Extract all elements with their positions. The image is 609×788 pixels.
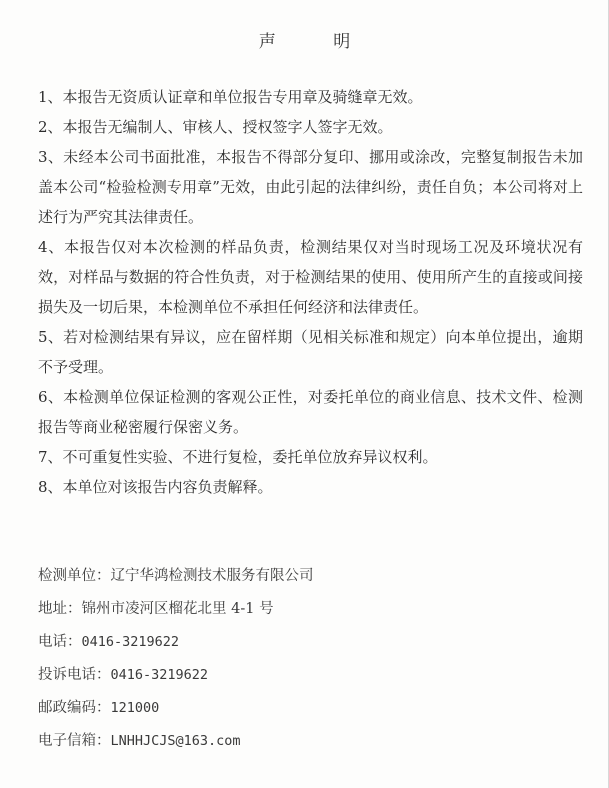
unit-value: 辽宁华鸿检测技术服务有限公司 xyxy=(110,568,314,584)
phone-value: 0416-3219622 xyxy=(81,634,180,650)
page-title: 声 明 xyxy=(258,32,377,52)
phone-label: 电话： xyxy=(38,634,82,650)
contact-phone xyxy=(38,626,578,659)
clause-5: 5、若对检测结果有异议，应在留样期（见相关标准和规定）向本单位提出，逾期不予受理。 xyxy=(38,328,583,376)
email-value: LNHHJCJS@163.com xyxy=(110,733,241,749)
clause-1: 1、本报告无资质认证章和单位报告专用章及骑缝章无效。 xyxy=(38,88,423,106)
email-label: 电子信箱： xyxy=(38,733,111,749)
address-label: 地址： xyxy=(38,601,82,617)
statement-clauses xyxy=(38,82,583,502)
address-value: 锦州市凌河区榴花北里 4-1 号 xyxy=(81,601,274,617)
contact-info xyxy=(38,560,578,758)
clause-4: 4、本报告仅对本次检测的样品负责，检测结果仅对当时现场工况及环境状况有效，对样品与数据的符合性负责，对于检测结果的使用、使用所产生的直接或间接损失及一切后果，本检测单位不承担任何经济和法律责任。 xyxy=(38,238,583,316)
contact-email xyxy=(38,725,578,758)
complaint-label: 投诉电话： xyxy=(38,667,111,683)
clause-2: 2、本报告无编制人、审核人、授权签字人签字无效。 xyxy=(38,118,393,136)
contact-unit xyxy=(38,560,578,593)
clause-6: 6、本检测单位保证检测的客观公正性，对委托单位的商业信息、技术文件、检测报告等商业秘密履行保密义务。 xyxy=(38,388,583,436)
contact-complaint xyxy=(38,659,578,692)
clause-3: 3、未经本公司书面批准，本报告不得部分复印、挪用或涂改，完整复制报告未加盖本公司“检验检测专用章”无效，由此引起的法律纠纷，责任自负；本公司将对上述行为严究其法律责任。 xyxy=(38,148,583,226)
clause-7: 7、不可重复性实验、不进行复检，委托单位放弃异议权利。 xyxy=(38,448,438,466)
complaint-value: 0416-3219622 xyxy=(110,667,209,683)
postcode-value: 121000 xyxy=(110,700,160,716)
contact-postcode xyxy=(38,692,578,725)
clause-8: 8、本单位对该报告内容负责解释。 xyxy=(38,478,273,496)
unit-label: 检测单位： xyxy=(38,568,111,584)
contact-address xyxy=(38,593,578,626)
postcode-label: 邮政编码： xyxy=(38,700,111,716)
